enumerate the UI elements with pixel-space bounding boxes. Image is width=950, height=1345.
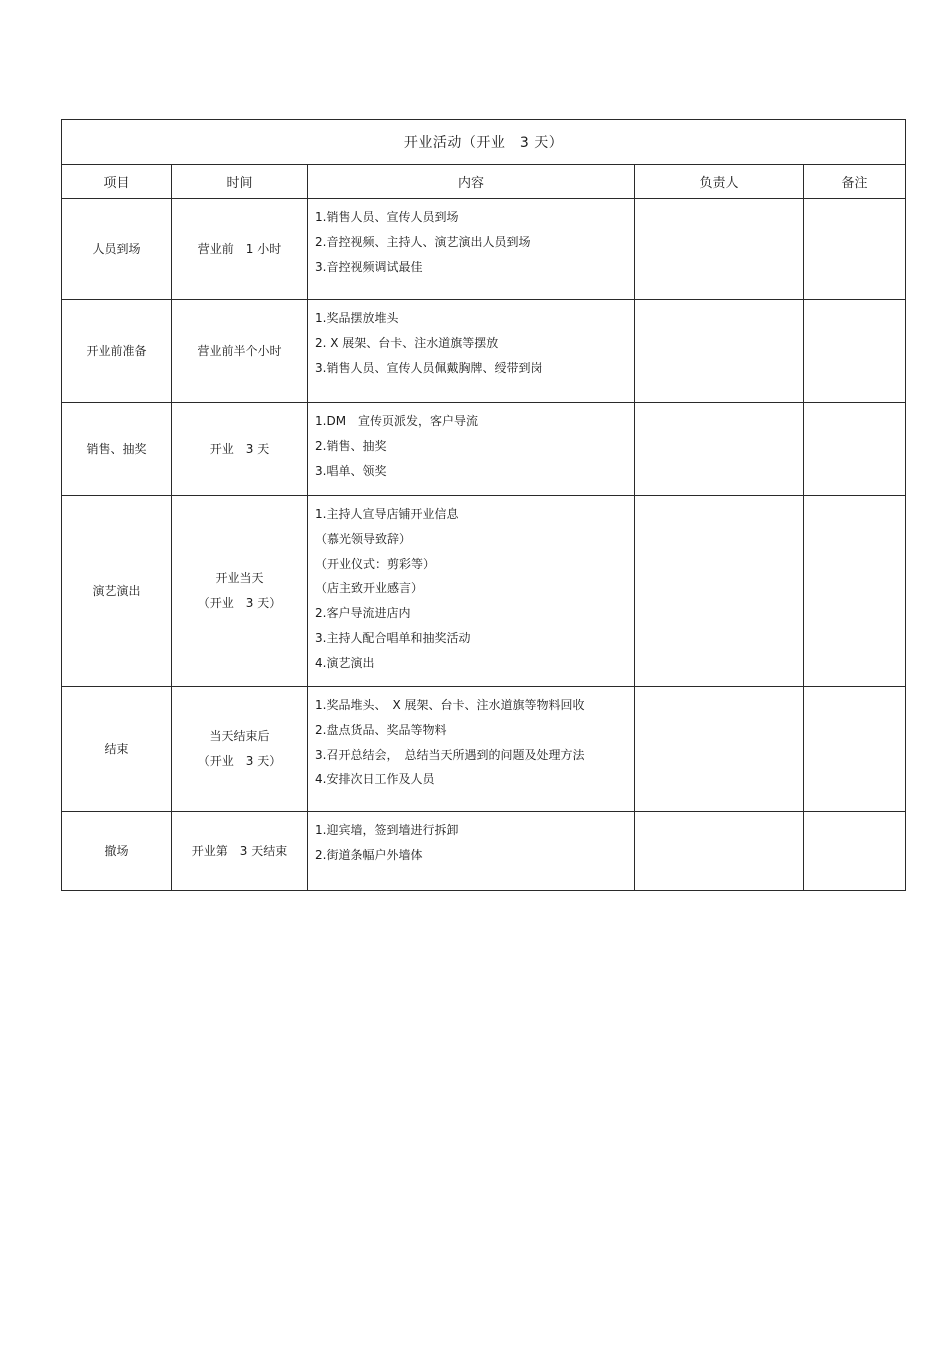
row-owner-cell [635,199,804,300]
row-note-cell [804,687,906,812]
content-line: 2.盘点货品、奖品等物料 [315,722,447,737]
row-item-cell: 销售、抽奖 [62,403,172,496]
header-item: 项目 [62,165,172,199]
time-line: （开业 3 天） [197,596,282,610]
row-note-cell [804,300,906,403]
time-line: 当天结束后 [209,729,270,743]
row-time-cell [172,687,308,812]
content-line: 3.召开总结会， 总结当天所遇到的问题及处理方法 [315,747,585,762]
table-row [62,496,906,687]
row-time-cell [172,496,308,687]
time-line: 营业前 1 小时 [197,241,282,256]
table-title: 开业活动（开业 3 天） [62,120,906,165]
row-owner-cell [635,812,804,891]
row-note-cell [804,199,906,300]
row-time-cell [172,403,308,496]
row-item-cell: 结束 [62,687,172,812]
content-line: 2.音控视频、主持人、演艺演出人员到场 [315,234,531,249]
content-line: 1.奖品堆头、 X 展架、台卡、注水道旗等物料回收 [315,698,585,712]
content-line: （店主致开业感言） [315,581,424,596]
row-time-cell [172,300,308,403]
content-line: 1.销售人员、宣传人员到场 [315,210,459,224]
content-line: 4.安排次日工作及人员 [315,772,435,787]
row-owner-cell [635,496,804,687]
header-time: 时间 [172,165,308,199]
row-note-cell [804,403,906,496]
row-content-cell [308,687,635,812]
row-item-cell: 撤场 [62,812,172,891]
content-line: 1.奖品摆放堆头 [315,311,399,325]
row-owner-cell [635,300,804,403]
table-row [62,300,906,403]
row-content-cell [308,403,635,496]
content-line: （开业仪式：剪彩等） [315,556,436,571]
table-row [62,812,906,891]
row-content-cell [308,496,635,687]
header-content: 内容 [308,165,635,199]
time-line: 开业第 3 天结束 [191,843,288,858]
row-time-cell [172,199,308,300]
content-line: 3.销售人员、宣传人员佩戴胸牌、绶带到岗 [315,360,543,375]
time-line: 营业前半个小时 [197,343,282,358]
row-note-cell [804,496,906,687]
content-line: 4.演艺演出 [315,655,375,670]
row-content-cell [308,300,635,403]
content-line: 1.DM 宣传页派发，客户导流 [315,414,479,428]
header-owner: 负责人 [635,165,804,199]
content-line: 2.销售、抽奖 [315,438,387,453]
row-content-cell [308,812,635,891]
table-row [62,687,906,812]
table-row [62,403,906,496]
header-row [62,165,906,199]
content-line: 2. X 展架、台卡、注水道旗等摆放 [315,335,499,350]
content-line: （慕光领导致辞） [315,531,412,546]
time-line: （开业 3 天） [197,754,282,768]
content-line: 2.客户导流进店内 [315,606,411,621]
row-item-cell: 演艺演出 [62,496,172,687]
content-line: 3.音控视频调试最佳 [315,259,423,274]
row-owner-cell [635,403,804,496]
content-line: 1.迎宾墙，签到墙进行拆卸 [315,823,459,837]
time-line: 开业当天 [215,571,264,585]
content-line: 2.街道条幅户外墙体 [315,847,423,862]
row-time-cell [172,812,308,891]
row-note-cell [804,812,906,891]
time-line: 开业 3 天 [209,441,270,456]
header-note: 备注 [804,165,906,199]
content-line: 1.主持人宣导店铺开业信息 [315,507,459,521]
row-owner-cell [635,687,804,812]
row-item-cell: 人员到场 [62,199,172,300]
activity-schedule-table [61,119,906,891]
row-content-cell [308,199,635,300]
content-line: 3.主持人配合唱单和抽奖活动 [315,630,471,645]
content-line: 3.唱单、领奖 [315,463,387,478]
row-item-cell: 开业前准备 [62,300,172,403]
table-row [62,199,906,300]
